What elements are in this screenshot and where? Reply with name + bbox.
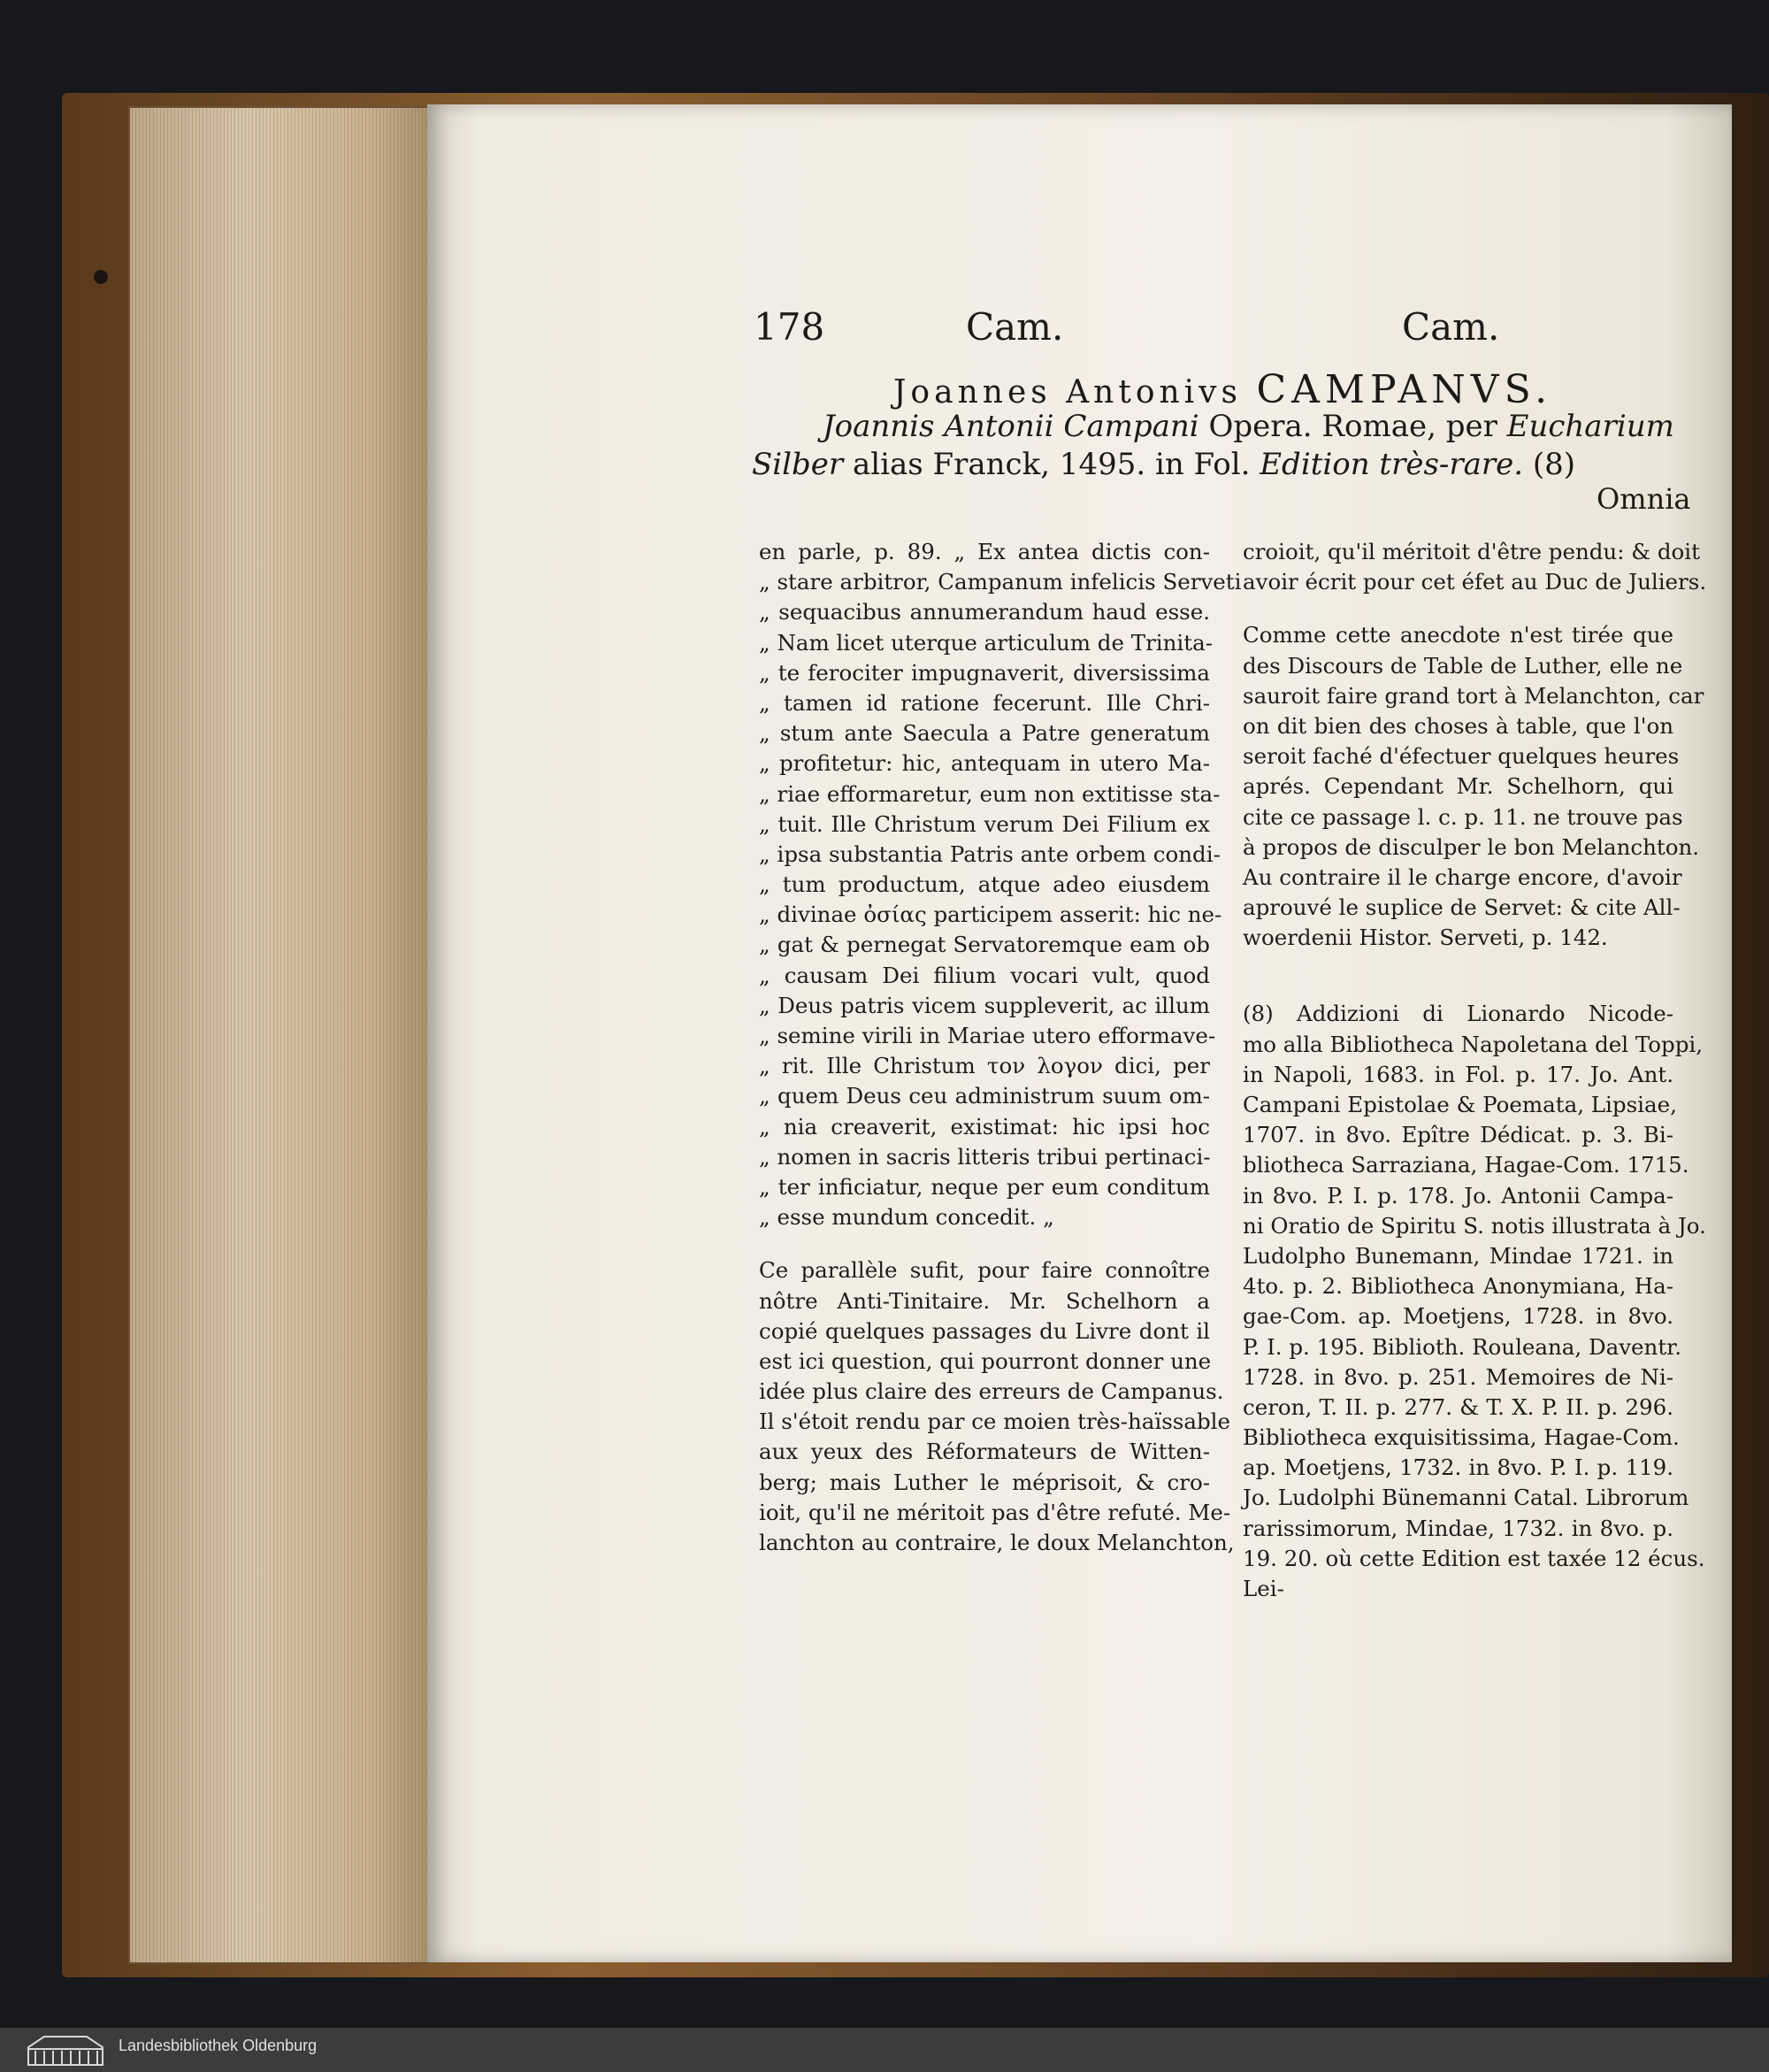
text-line: lanchton au contraire, le doux Melanchton, — [759, 1530, 1235, 1555]
subline1-italic-b: Eucharium — [1506, 409, 1674, 444]
text-line: Ludolpho Bunemann, Mindae 1721. in — [1243, 1242, 1673, 1269]
text-line: P. I. p. 195. Biblioth. Rouleana, Daventr. — [1243, 1333, 1681, 1360]
entry-title-name: CAMPANVS. — [1256, 367, 1553, 412]
text-line: rarissimorum, Mindae, 1732. in 8vo. p. — [1243, 1515, 1673, 1541]
left-column — [759, 537, 1242, 1558]
text-line: woerdenii Histor. Serveti, p. 142. — [1243, 925, 1608, 951]
subline1-italic-a: Joannis Antonii Campani — [823, 409, 1199, 444]
text-line: „ tuit. Ille Christum verum Dei Filium ex — [759, 810, 1210, 837]
right-column — [1243, 537, 1707, 1604]
text-line: „ quem Deus ceu administrum suum om- — [759, 1083, 1210, 1109]
text-line: mo alla Bibliotheca Napoletana del Toppi, — [1243, 1031, 1704, 1057]
library-building-icon — [27, 2033, 104, 2067]
subline1-roman: Opera. Romae, per — [1198, 409, 1507, 444]
text-line: bliotheca Sarraziana, Hagae-Com. 1715. — [1243, 1152, 1689, 1178]
text-line: Campani Epistolae & Poemata, Lipsiae, — [1243, 1092, 1677, 1117]
text-line: Ce parallèle sufit, pour faire connoître — [759, 1257, 1210, 1284]
catchword-bottom: Lei- — [1243, 1576, 1284, 1601]
text-line: „ ipsa substantia Patris ante orbem condi- — [759, 840, 1221, 867]
subline2-roman-b: (8) — [1523, 447, 1576, 482]
text-line: on dit bien des choses à table, que l'on — [1243, 712, 1673, 739]
left-column-quote — [759, 537, 1242, 1232]
text-line: Jo. Ludolphi Bünemanni Catal. Librorum — [1243, 1485, 1689, 1511]
text-line: „ semine virili in Mariae utero efformave- — [759, 1023, 1216, 1048]
text-line: seroit faché d'éfectuer quelques heures — [1243, 743, 1680, 770]
text-line: „ te ferociter impugnaverit, diversissima — [759, 659, 1210, 686]
right-column-anecdote — [1243, 620, 1704, 953]
text-line: „ divinae ὀσίας participem asserit: hic ne- — [759, 902, 1222, 928]
text-line: „ nomen in sacris litteris tribui pertinaci- — [759, 1143, 1211, 1170]
text-line: en parle, p. 89. „ Ex antea dictis con- — [759, 539, 1210, 564]
text-line: „ rit. Ille Christum τον λογον dici, per — [759, 1053, 1210, 1079]
page-block-edges — [128, 106, 429, 1964]
text-line: 19. 20. où cette Edition est taxée 12 écus. — [1243, 1545, 1705, 1571]
text-line: aprés. Cependant Mr. Schelhorn, qui — [1243, 773, 1673, 800]
entry-subline-2 — [752, 447, 1672, 482]
text-line: 4to. p. 2. Bibliotheca Anonymiana, Ha- — [1243, 1273, 1673, 1300]
text-line: ap. Moetjens, 1732. in 8vo. P. I. p. 119. — [1243, 1454, 1673, 1481]
footer-bar — [0, 2028, 1769, 2072]
text-line: „ esse mundum concedit. „ — [759, 1204, 1054, 1231]
entry-subline-1 — [752, 409, 1672, 444]
subline2-italic-b: Edition très-rare. — [1260, 447, 1524, 482]
text-line: (8) Addizioni di Lionardo Nicode- — [1243, 1001, 1673, 1027]
cover-nail-dot — [94, 270, 108, 284]
text-line: berg; mais Luther le méprisoit, & cro- — [759, 1469, 1210, 1495]
text-line: aux yeux des Réformateurs de Witten- — [759, 1439, 1210, 1465]
text-line: „ sequacibus annumerandum haud esse. — [759, 599, 1210, 625]
text-line: „ ter inficiatur, neque per eum conditum — [759, 1173, 1210, 1200]
text-line: croioit, qu'il méritoit d'être pendu: & doit — [1243, 539, 1700, 564]
text-line: 1728. in 8vo. p. 251. Memoires de Ni- — [1243, 1363, 1673, 1390]
text-line: idée plus claire des erreurs de Campanus. — [759, 1378, 1224, 1405]
text-line: „ causam Dei filium vocari vult, quod — [759, 962, 1210, 988]
text-line: ioit, qu'il ne méritoit pas d'être refuté. Me- — [759, 1499, 1231, 1525]
text-line: „ profitetur: hic, antequam in utero Ma- — [759, 750, 1210, 777]
text-line: ceron, T. II. p. 277. & T. X. P. II. p. 296. — [1243, 1393, 1673, 1420]
page-number: 178 — [754, 305, 825, 349]
text-line: Bibliotheca exquisitissima, Hagae-Com. — [1243, 1424, 1680, 1451]
left-running-head: Cam. — [966, 305, 1064, 349]
text-line: „ riae efformaretur, eum non extitisse sta- — [759, 780, 1221, 807]
text-line: in Napoli, 1683. in Fol. p. 17. Jo. Ant. — [1243, 1061, 1673, 1087]
text-line: „ stum ante Saecula a Patre generatum — [759, 720, 1210, 747]
library-name: Landesbibliothek Oldenburg — [119, 2037, 318, 2054]
text-line: gae-Com. ap. Moetjens, 1728. in 8vo. — [1243, 1303, 1673, 1330]
text-line: copié quelques passages du Livre dont il — [759, 1317, 1210, 1344]
text-line: Comme cette anecdote n'est tirée que — [1243, 622, 1673, 648]
text-line: nôtre Anti-Tinitaire. Mr. Schelhorn a — [759, 1287, 1210, 1314]
text-line: „ nia creaverit, existimat: hic ipsi hoc — [759, 1113, 1210, 1140]
text-line: ni Oratio de Spiritu S. notis illustrata à Jo. — [1243, 1212, 1706, 1239]
text-line: „ tamen id ratione fecerunt. Ille Chri- — [759, 689, 1210, 716]
text-line: cite ce passage l. c. p. 11. ne trouve pas — [1243, 803, 1683, 830]
text-line: Il s'étoit rendu par ce moien très-haïssable — [759, 1408, 1230, 1435]
text-line: „ stare arbitror, Campanum infelicis Serveti — [759, 569, 1242, 595]
text-line: aprouvé le suplice de Servet: & cite All- — [1243, 894, 1681, 921]
text-line: sauroit faire grand tort à Melanchton, car — [1243, 682, 1704, 709]
text-line: avoir écrit pour cet éfet au Duc de Juliers. — [1243, 569, 1707, 595]
text-line: in 8vo. P. I. p. 178. Jo. Antonii Campa- — [1243, 1182, 1673, 1209]
right-running-head: Cam. — [1402, 305, 1500, 349]
text-line: des Discours de Table de Luther, elle ne — [1243, 652, 1683, 679]
text-line: „ gat & pernegat Servatoremque eam ob — [759, 932, 1210, 958]
entry-title-prefix: Joannes Antonivs — [893, 374, 1242, 411]
text-line: est ici question, qui pourront donner une — [759, 1347, 1212, 1374]
right-column-continuation — [1243, 537, 1707, 597]
text-line: à propos de disculper le bon Melanchton. — [1243, 833, 1700, 860]
entry-title — [893, 367, 1552, 412]
text-line: „ Nam licet uterque articulum de Trinita- — [759, 629, 1213, 656]
subline2-roman-a: alias Franck, 1495. in Fol. — [843, 447, 1260, 482]
text-line: Au contraire il le charge encore, d'avoir — [1243, 863, 1682, 890]
text-line: „ Deus patris vicem suppleverit, ac illum — [759, 992, 1210, 1018]
subline2-italic-a: Silber — [752, 447, 844, 482]
text-line: „ tum productum, atque adeo eiusdem — [759, 871, 1210, 898]
right-column-footnote — [1243, 999, 1706, 1574]
text-line: 1707. in 8vo. Epître Dédicat. p. 3. Bi- — [1243, 1122, 1673, 1148]
left-column-commentary — [759, 1255, 1235, 1558]
catchword-top: Omnia — [1597, 482, 1691, 516]
